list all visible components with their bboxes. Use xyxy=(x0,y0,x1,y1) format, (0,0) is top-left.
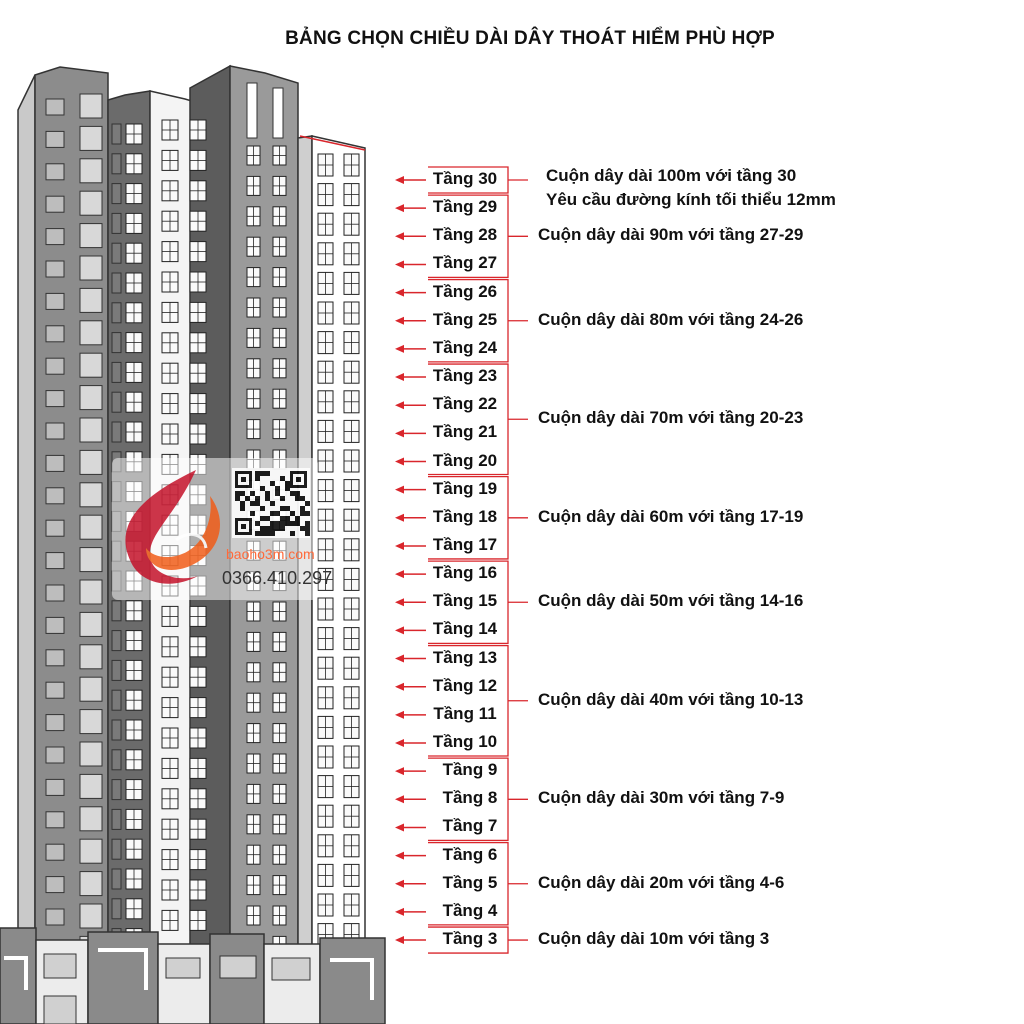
window xyxy=(190,819,206,839)
rope-length-description: Cuộn dây dài 80m với tầng 24-26 xyxy=(538,309,804,329)
window xyxy=(344,657,359,679)
podium-window xyxy=(166,958,200,978)
window xyxy=(112,899,121,919)
window xyxy=(318,746,333,768)
window xyxy=(318,657,333,679)
window xyxy=(46,585,64,601)
window xyxy=(162,728,178,748)
window xyxy=(162,120,178,140)
window xyxy=(273,207,286,226)
window xyxy=(273,146,286,165)
window xyxy=(162,667,178,687)
window xyxy=(190,181,206,201)
floor-label: Tầng 18 xyxy=(432,506,498,526)
window xyxy=(46,358,64,374)
window xyxy=(190,850,206,870)
window xyxy=(80,94,102,118)
window xyxy=(344,272,359,294)
floor-label: Tầng 8 xyxy=(442,788,498,808)
window xyxy=(247,359,260,378)
rope-length-description: Cuộn dây dài 10m với tầng 3 xyxy=(538,929,770,949)
window xyxy=(46,617,64,633)
window xyxy=(344,598,359,620)
floor-label: Tầng 22 xyxy=(432,394,498,414)
window xyxy=(126,273,142,293)
window xyxy=(273,602,286,621)
floor-label: Tầng 30 xyxy=(432,169,498,188)
window xyxy=(273,268,286,287)
window xyxy=(112,809,121,829)
tower-a-side xyxy=(18,75,35,1000)
window xyxy=(80,742,102,766)
rope-length-description: Cuộn dây dài 90m với tầng 27-29 xyxy=(538,225,804,245)
window xyxy=(126,869,142,889)
window xyxy=(80,224,102,248)
qr-code-icon xyxy=(232,468,310,538)
window xyxy=(162,333,178,353)
window xyxy=(247,845,260,864)
window xyxy=(162,302,178,322)
floor-label: Tầng 16 xyxy=(432,563,498,583)
window xyxy=(162,394,178,414)
window xyxy=(162,637,178,657)
window xyxy=(190,606,206,626)
window xyxy=(80,710,102,734)
window xyxy=(318,598,333,620)
window xyxy=(162,181,178,201)
window xyxy=(273,845,286,864)
window xyxy=(344,184,359,206)
window xyxy=(273,815,286,834)
window xyxy=(46,650,64,666)
window xyxy=(247,207,260,226)
window xyxy=(344,480,359,502)
window xyxy=(273,876,286,895)
window xyxy=(162,272,178,292)
window xyxy=(247,663,260,682)
window xyxy=(344,746,359,768)
window xyxy=(46,99,64,115)
window xyxy=(344,332,359,354)
floor-label: Tầng 23 xyxy=(432,366,498,386)
floor-label: Tầng 27 xyxy=(432,253,498,273)
tall-window xyxy=(273,88,283,138)
floor-label: Tầng 14 xyxy=(432,619,498,639)
window xyxy=(318,716,333,738)
window xyxy=(80,450,102,474)
window xyxy=(46,391,64,407)
window xyxy=(126,392,142,412)
rope-length-description: Cuộn dây dài 40m với tầng 10-13 xyxy=(538,689,804,709)
floor-label: Tầng 29 xyxy=(432,197,498,217)
window xyxy=(112,184,121,204)
window xyxy=(126,243,142,263)
window xyxy=(126,601,142,621)
window xyxy=(190,211,206,231)
window xyxy=(46,131,64,147)
window xyxy=(46,164,64,180)
rope-length-description: Cuộn dây dài 20m với tầng 4-6 xyxy=(538,872,785,892)
window xyxy=(344,864,359,886)
window xyxy=(318,835,333,857)
window xyxy=(344,835,359,857)
window xyxy=(190,667,206,687)
window xyxy=(162,150,178,170)
window xyxy=(318,450,333,472)
window xyxy=(162,242,178,262)
window xyxy=(162,698,178,718)
window xyxy=(80,191,102,215)
podium-window xyxy=(44,996,76,1024)
window xyxy=(112,839,121,859)
window xyxy=(247,724,260,743)
podium-block xyxy=(0,928,36,1024)
window xyxy=(162,211,178,231)
window xyxy=(80,807,102,831)
window xyxy=(247,268,260,287)
window xyxy=(318,332,333,354)
floor-label: Tầng 13 xyxy=(432,647,498,667)
window xyxy=(80,872,102,896)
window xyxy=(112,869,121,889)
window xyxy=(126,631,142,651)
window xyxy=(273,237,286,256)
podium-block xyxy=(158,944,210,1024)
floor-label: Tầng 24 xyxy=(432,337,498,357)
window xyxy=(190,272,206,292)
window xyxy=(190,120,206,140)
podium-block xyxy=(264,944,320,1024)
rope-length-description: Cuộn dây dài 30m với tầng 7-9 xyxy=(538,788,785,808)
window xyxy=(318,154,333,176)
window xyxy=(318,805,333,827)
window xyxy=(112,631,121,651)
window xyxy=(190,394,206,414)
window xyxy=(318,539,333,561)
floor-label: Tầng 4 xyxy=(442,900,498,920)
floor-label: Tầng 5 xyxy=(442,872,498,892)
window xyxy=(126,780,142,800)
window xyxy=(247,906,260,925)
window xyxy=(190,789,206,809)
window xyxy=(344,716,359,738)
window xyxy=(46,326,64,342)
window xyxy=(318,184,333,206)
window xyxy=(112,720,121,740)
rope-length-description: Yêu cầu đường kính tối thiểu 12mm xyxy=(546,190,836,209)
watermark-site: baoho3m.com xyxy=(226,546,315,562)
window xyxy=(80,288,102,312)
window xyxy=(273,754,286,773)
window xyxy=(190,363,206,383)
rope-length-description: Cuộn dây dài 70m với tầng 20-23 xyxy=(538,408,804,428)
window xyxy=(190,880,206,900)
window xyxy=(344,213,359,235)
window xyxy=(80,321,102,345)
window xyxy=(126,690,142,710)
window xyxy=(112,303,121,323)
window xyxy=(247,420,260,439)
window xyxy=(126,124,142,144)
window xyxy=(46,488,64,504)
window xyxy=(273,389,286,408)
window xyxy=(112,601,121,621)
window xyxy=(190,637,206,657)
window xyxy=(126,303,142,323)
window xyxy=(344,391,359,413)
window xyxy=(112,422,121,442)
window xyxy=(247,876,260,895)
window xyxy=(273,663,286,682)
window xyxy=(112,154,121,174)
floor-label: Tầng 7 xyxy=(442,816,498,836)
window xyxy=(344,687,359,709)
window xyxy=(46,682,64,698)
window xyxy=(46,196,64,212)
window xyxy=(80,677,102,701)
window xyxy=(247,693,260,712)
window xyxy=(80,645,102,669)
window xyxy=(80,774,102,798)
window xyxy=(80,126,102,150)
podium-window xyxy=(272,958,310,980)
window xyxy=(273,632,286,651)
rope-length-description: Cuộn dây dài 60m với tầng 17-19 xyxy=(538,506,804,526)
window xyxy=(162,910,178,930)
window xyxy=(162,606,178,626)
page-title: BẢNG CHỌN CHIỀU DÀI DÂY THOÁT HIỂM PHÙ HỢP xyxy=(285,28,775,49)
window xyxy=(126,750,142,770)
window xyxy=(80,353,102,377)
podium-window xyxy=(44,954,76,978)
window xyxy=(162,850,178,870)
window xyxy=(318,864,333,886)
window xyxy=(273,693,286,712)
window xyxy=(247,237,260,256)
floor-label: Tầng 26 xyxy=(432,281,498,301)
floor-label: Tầng 21 xyxy=(432,422,498,442)
window xyxy=(344,805,359,827)
window xyxy=(46,520,64,536)
window xyxy=(112,362,121,382)
window xyxy=(46,423,64,439)
window xyxy=(344,420,359,442)
window xyxy=(162,880,178,900)
window xyxy=(318,243,333,265)
window xyxy=(344,894,359,916)
podium-block xyxy=(210,934,264,1024)
floor-label: Tầng 25 xyxy=(432,309,498,329)
window xyxy=(318,480,333,502)
window xyxy=(112,273,121,293)
window xyxy=(112,660,121,680)
floor-label: Tầng 28 xyxy=(432,225,498,245)
window xyxy=(318,302,333,324)
window xyxy=(318,687,333,709)
window xyxy=(112,392,121,412)
window xyxy=(162,789,178,809)
window xyxy=(46,877,64,893)
floor-label: Tầng 15 xyxy=(432,591,498,611)
window xyxy=(190,150,206,170)
window xyxy=(247,389,260,408)
window xyxy=(80,386,102,410)
window xyxy=(112,690,121,710)
window xyxy=(80,515,102,539)
window xyxy=(344,302,359,324)
window xyxy=(318,272,333,294)
window xyxy=(318,391,333,413)
window xyxy=(46,909,64,925)
window xyxy=(247,632,260,651)
window xyxy=(273,359,286,378)
window xyxy=(126,362,142,382)
podium-window xyxy=(220,956,256,978)
window xyxy=(126,899,142,919)
window xyxy=(162,819,178,839)
window xyxy=(273,176,286,195)
window xyxy=(344,509,359,531)
window xyxy=(247,815,260,834)
window xyxy=(247,602,260,621)
window xyxy=(247,298,260,317)
window xyxy=(126,720,142,740)
window xyxy=(190,302,206,322)
window xyxy=(344,450,359,472)
window xyxy=(126,809,142,829)
floor-label: Tầng 11 xyxy=(433,703,497,723)
window xyxy=(46,229,64,245)
window xyxy=(273,724,286,743)
tall-window xyxy=(247,83,257,138)
window xyxy=(46,844,64,860)
window xyxy=(344,628,359,650)
window xyxy=(190,698,206,718)
window xyxy=(273,298,286,317)
window xyxy=(112,750,121,770)
window xyxy=(273,328,286,347)
window xyxy=(344,154,359,176)
window xyxy=(46,261,64,277)
window xyxy=(126,213,142,233)
window xyxy=(318,509,333,531)
window xyxy=(344,361,359,383)
window xyxy=(162,424,178,444)
window xyxy=(190,424,206,444)
window xyxy=(80,904,102,928)
podium-block xyxy=(320,938,385,1024)
floor-label: Tầng 10 xyxy=(432,732,498,751)
window xyxy=(46,747,64,763)
watermark-phone: 0366.410.297 xyxy=(222,568,333,588)
window xyxy=(247,784,260,803)
window xyxy=(273,420,286,439)
window xyxy=(80,839,102,863)
floor-label: Tầng 20 xyxy=(432,450,498,470)
window xyxy=(344,539,359,561)
window xyxy=(112,213,121,233)
window xyxy=(162,758,178,778)
window xyxy=(247,328,260,347)
rope-length-description: Cuộn dây dài 100m với tầng 30 xyxy=(546,166,797,185)
window xyxy=(318,894,333,916)
window xyxy=(112,124,121,144)
window xyxy=(318,776,333,798)
window xyxy=(126,154,142,174)
window xyxy=(80,256,102,280)
window xyxy=(126,422,142,442)
window xyxy=(112,333,121,353)
window xyxy=(247,754,260,773)
window xyxy=(190,728,206,748)
floor-label: Tầng 12 xyxy=(432,675,498,695)
window xyxy=(46,715,64,731)
floor-label: Tầng 19 xyxy=(432,478,498,498)
window xyxy=(344,568,359,590)
floor-label: Tầng 6 xyxy=(442,844,498,864)
window xyxy=(126,839,142,859)
window xyxy=(46,293,64,309)
floor-label: Tầng 3 xyxy=(442,929,498,949)
window xyxy=(80,580,102,604)
window xyxy=(190,333,206,353)
window xyxy=(162,363,178,383)
window xyxy=(80,418,102,442)
window xyxy=(80,612,102,636)
window xyxy=(46,779,64,795)
window xyxy=(126,184,142,204)
window xyxy=(247,146,260,165)
window xyxy=(190,758,206,778)
window xyxy=(318,361,333,383)
window xyxy=(273,906,286,925)
window xyxy=(344,776,359,798)
window xyxy=(190,242,206,262)
window xyxy=(344,243,359,265)
window xyxy=(190,910,206,930)
window xyxy=(318,420,333,442)
window xyxy=(126,333,142,353)
window xyxy=(46,455,64,471)
window xyxy=(46,812,64,828)
window xyxy=(247,176,260,195)
window xyxy=(46,553,64,569)
window xyxy=(80,548,102,572)
window xyxy=(318,628,333,650)
rope-length-description: Cuộn dây dài 50m với tầng 14-16 xyxy=(538,591,804,611)
window xyxy=(112,780,121,800)
window xyxy=(80,159,102,183)
window xyxy=(273,784,286,803)
floor-label: Tầng 9 xyxy=(442,760,498,780)
floor-label: Tầng 17 xyxy=(432,534,498,554)
window xyxy=(318,213,333,235)
window xyxy=(112,243,121,263)
window xyxy=(126,660,142,680)
window xyxy=(80,483,102,507)
